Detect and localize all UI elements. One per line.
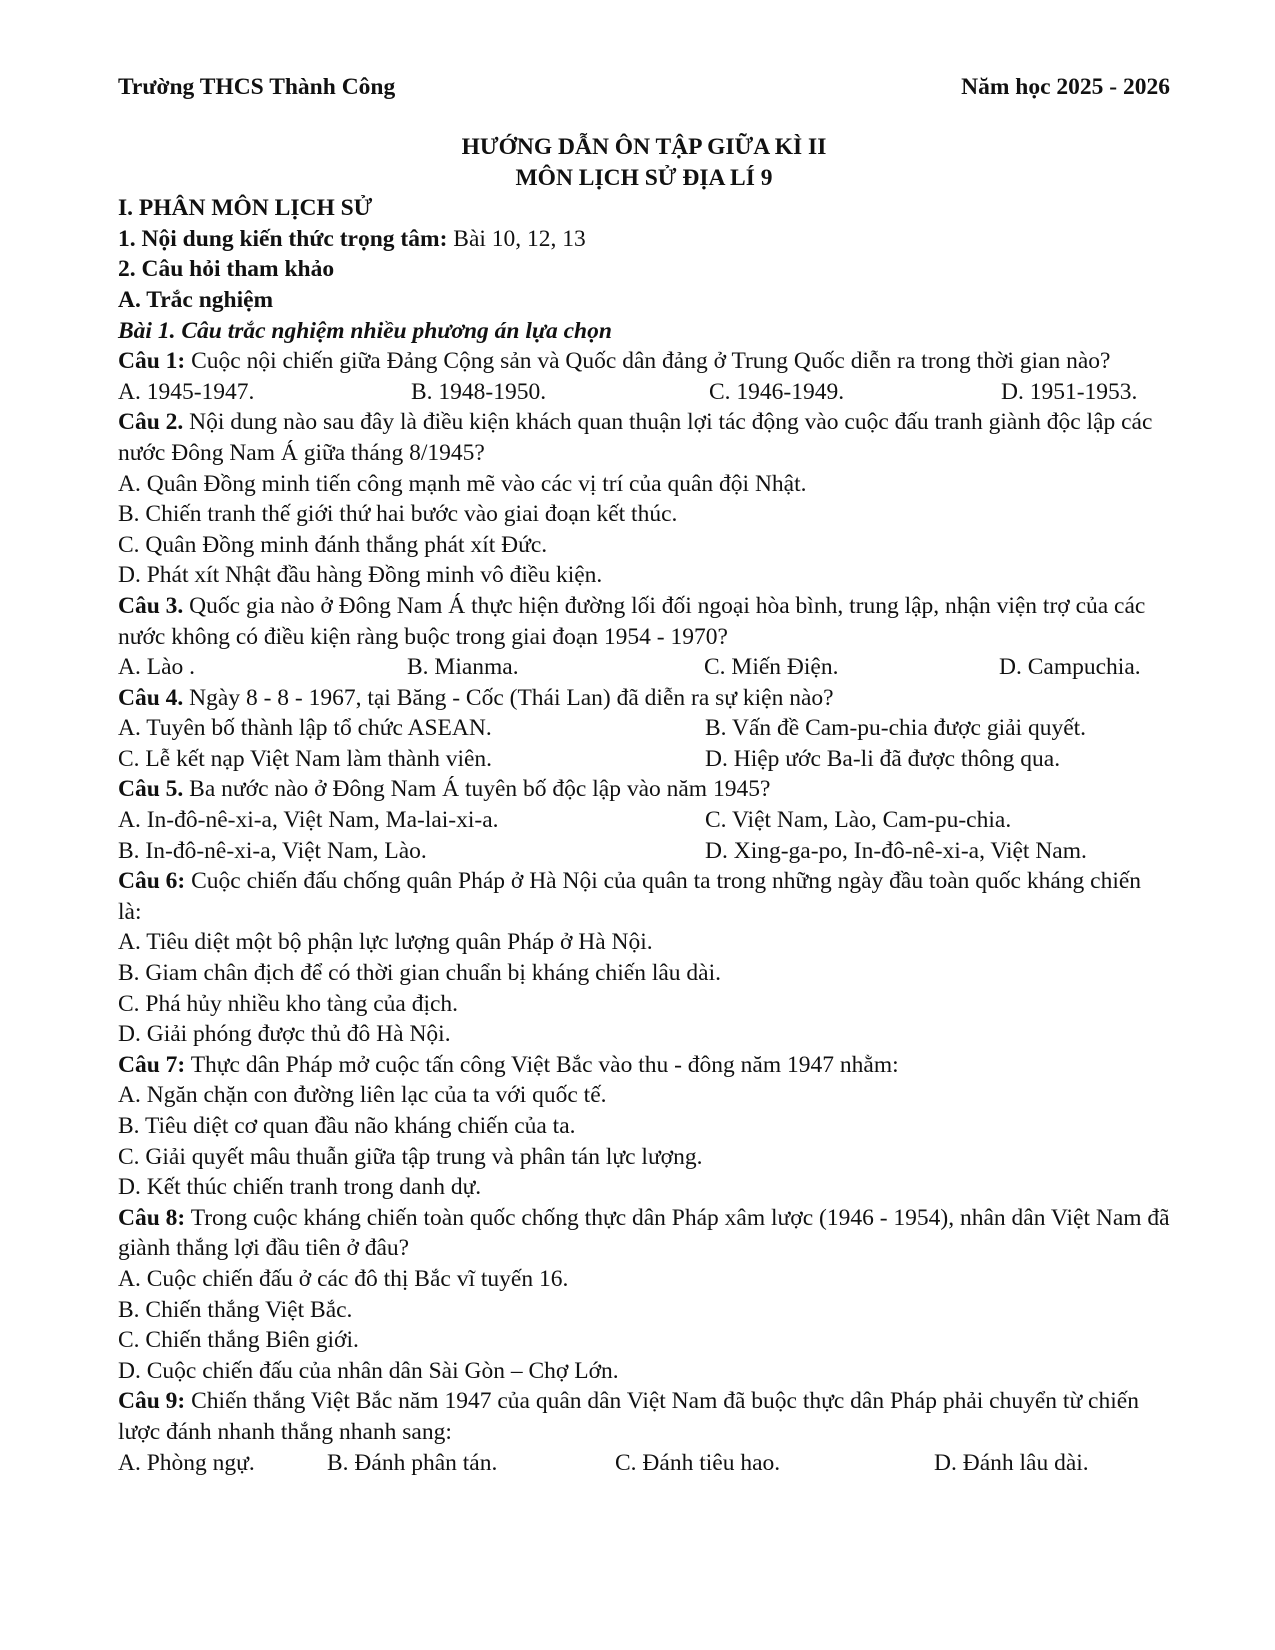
question-text: Nội dung nào sau đây là điều kiện khách quan thuận lợi tác động vào cuộc đấu tranh giành độc lập các nước Đông Nam Á giữa tháng 8/1945? (118, 409, 1153, 466)
option-d: D. Hiệp ước Ba-li đã được thông qua. (705, 745, 1061, 772)
option-c: C. Lễ kết nạp Việt Nam làm thành viên. (118, 745, 493, 772)
option-b: B. Đánh phân tán. (327, 1449, 498, 1476)
question-text: Cuộc chiến đấu chống quân Pháp ở Hà Nội của quân ta trong những ngày đầu toàn quốc kháng chiến là: (118, 868, 1142, 925)
title-line-2: MÔN LỊCH SỬ ĐỊA LÍ 9 (515, 164, 773, 191)
question-stem (118, 1050, 1170, 1081)
option-c: C. Phá hủy nhiều kho tàng của địch. (118, 990, 459, 1017)
question-stem (118, 1203, 1170, 1264)
option-a: A. Phòng ngự. (118, 1449, 255, 1476)
reference-questions-heading: 2. Câu hỏi tham khảo (118, 256, 335, 283)
option-c: C. Việt Nam, Lào, Cam-pu-chia. (705, 807, 1012, 834)
option-a: A. In-đô-nê-xi-a, Việt Nam, Ma-lai-xi-a. (118, 807, 499, 834)
content-focus (118, 224, 1170, 255)
option-c: C. Miến Điện. (704, 654, 839, 681)
question-options (118, 713, 1170, 774)
question-label: Câu 2. (118, 409, 184, 436)
question-label: Câu 1: (118, 348, 186, 375)
question-label: Câu 8: (118, 1204, 186, 1231)
question-label: Câu 5. (118, 776, 184, 803)
question-options (118, 652, 1170, 683)
title-line-1: HƯỚNG DẪN ÔN TẬP GIỮA KÌ II (461, 134, 827, 160)
option-b: B. In-đô-nê-xi-a, Việt Nam, Lào. (118, 837, 427, 864)
option-b: B. Vấn đề Cam-pu-chia được giải quyết. (705, 715, 1087, 742)
question-stem (118, 407, 1170, 468)
option-a: A. Ngăn chặn con đường liên lạc của ta với quốc tế. (118, 1082, 607, 1109)
option-d: D. Phát xít Nhật đầu hàng Đồng minh vô điều kiện. (118, 562, 603, 589)
question-2 (118, 407, 1170, 591)
question-text: Ngày 8 - 8 - 1967, tại Băng - Cốc (Thái Lan) đã diễn ra sự kiện nào? (183, 684, 834, 711)
question-1 (118, 346, 1170, 407)
option-d: D. Cuộc chiến đấu của nhân dân Sài Gòn – Chợ Lớn. (118, 1357, 619, 1384)
option-d: D. Giải phóng được thủ đô Hà Nội. (118, 1021, 451, 1048)
option-b: B. Tiêu diệt cơ quan đầu não kháng chiến của ta. (118, 1113, 576, 1139)
option-a: A. 1945-1947. (118, 378, 255, 405)
question-label: Câu 3. (118, 592, 184, 619)
document-page (118, 72, 1170, 1478)
option-a: A. Cuộc chiến đấu ở các đô thị Bắc vĩ tuyến 16. (118, 1265, 569, 1292)
option-b: B. 1948-1950. (411, 378, 547, 405)
document-title (118, 132, 1170, 193)
question-stem (118, 346, 1170, 377)
question-label: Câu 7: (118, 1051, 186, 1078)
option-d: D. Kết thúc chiến tranh trong danh dự. (118, 1174, 482, 1201)
school-name: Trường THCS Thành Công (118, 74, 396, 100)
question-label: Câu 6: (118, 868, 186, 895)
question-stem (118, 591, 1170, 652)
question-label: Câu 9: (118, 1388, 186, 1415)
question-text: Chiến thắng Việt Bắc năm 1947 của quân dân Việt Nam đã buộc thực dân Pháp phải chuyển từ chiến lược đánh nhanh thắng nhanh sang: (118, 1388, 1139, 1445)
option-a: A. Quân Đồng minh tiến công mạnh mẽ vào các vị trí của quân đội Nhật. (118, 470, 807, 497)
option-b: B. Chiến thắng Việt Bắc. (118, 1296, 353, 1323)
part-a-heading: A. Trắc nghiệm (118, 286, 274, 313)
section-heading-history: I. PHÂN MÔN LỊCH SỬ (118, 195, 373, 222)
question-3 (118, 591, 1170, 683)
option-a: A. Lào . (118, 654, 196, 681)
question-label: Câu 4. (118, 684, 184, 711)
question-options (118, 805, 1170, 866)
question-7 (118, 1050, 1170, 1203)
option-d: D. Xing-ga-po, In-đô-nê-xi-a, Việt Nam. (705, 837, 1087, 864)
option-d: D. Đánh lâu dài. (934, 1449, 1089, 1476)
question-text: Quốc gia nào ở Đông Nam Á thực hiện đường lối đối ngoại hòa bình, trung lập, nhận viện trợ của các nước không có điều kiện ràng buộc trong giai đoạn 1954 - 1970? (118, 592, 1146, 650)
question-options (118, 1448, 1170, 1479)
exercise-1-heading: Bài 1. Câu trắc nghiệm nhiều phương án lựa chọn (118, 317, 612, 344)
question-text: Trong cuộc kháng chiến toàn quốc chống thực dân Pháp xâm lược (1946 - 1954), nhân dân Việt Nam đã giành thắng lợi đầu tiên ở đâu? (118, 1204, 1170, 1262)
question-8 (118, 1203, 1170, 1387)
option-b: B. Mianma. (407, 654, 519, 681)
document-header (118, 72, 1170, 102)
option-d: D. Campuchia. (999, 654, 1141, 681)
option-d: D. 1951-1953. (1001, 378, 1138, 405)
question-text: Cuộc nội chiến giữa Đảng Cộng sản và Quốc dân đảng ở Trung Quốc diễn ra trong thời gian nào? (185, 348, 1111, 375)
option-c: C. Đánh tiêu hao. (615, 1449, 781, 1476)
question-5 (118, 774, 1170, 866)
option-a: A. Tuyên bố thành lập tổ chức ASEAN. (118, 715, 492, 742)
school-year: Năm học 2025 - 2026 (961, 74, 1170, 100)
option-c: C. Quân Đồng minh đánh thắng phát xít Đức. (118, 531, 548, 558)
content-focus-label: 1. Nội dung kiến thức trọng tâm: (118, 225, 448, 252)
question-text: Thực dân Pháp mở cuộc tấn công Việt Bắc vào thu - đông năm 1947 nhằm: (185, 1051, 899, 1078)
question-stem (118, 1386, 1170, 1447)
option-b: B. Chiến tranh thế giới thứ hai bước vào giai đoạn kết thúc. (118, 501, 678, 528)
question-text: Ba nước nào ở Đông Nam Á tuyên bố độc lập vào năm 1945? (183, 776, 771, 803)
question-stem (118, 774, 1170, 805)
option-c: C. Chiến thắng Biên giới. (118, 1327, 359, 1354)
question-stem (118, 866, 1170, 927)
question-options (118, 377, 1170, 408)
question-9 (118, 1386, 1170, 1478)
option-a: A. Tiêu diệt một bộ phận lực lượng quân Pháp ở Hà Nội. (118, 929, 653, 956)
option-b: B. Giam chân địch để có thời gian chuẩn bị kháng chiến lâu dài. (118, 960, 722, 987)
content-focus-value: Bài 10, 12, 13 (447, 225, 586, 252)
option-c: C. 1946-1949. (709, 378, 845, 405)
question-6 (118, 866, 1170, 1050)
question-stem (118, 683, 1170, 714)
option-c: C. Giải quyết mâu thuẫn giữa tập trung và phân tán lực lượng. (118, 1143, 703, 1170)
question-4 (118, 683, 1170, 775)
